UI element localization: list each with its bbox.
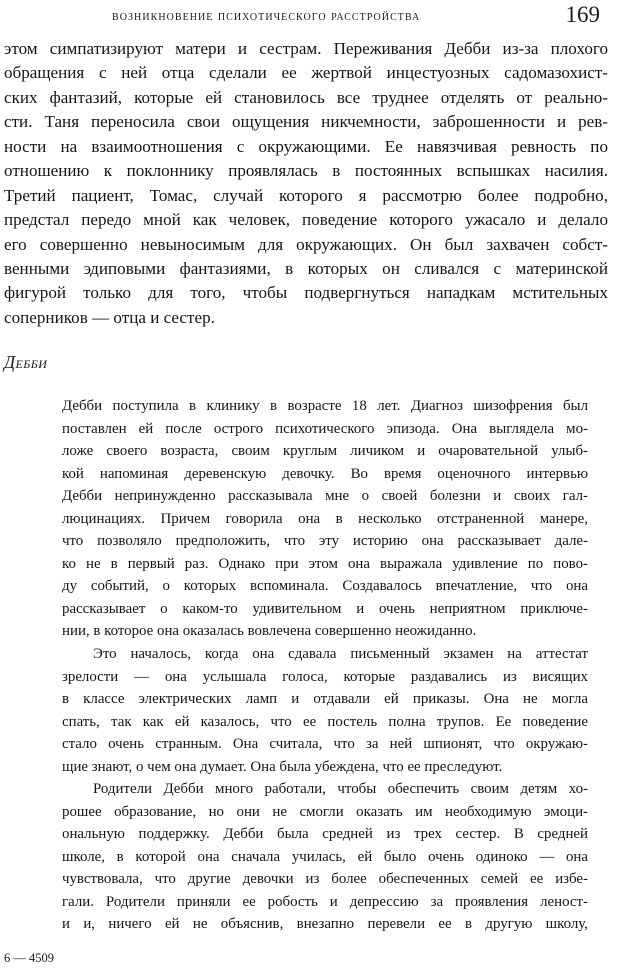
text-line: рошее образование, но они не смогли оказать им необходимую эмоци- <box>62 803 588 820</box>
text-line: поставлен ей после острого психотического эпизода. Она выглядела мо- <box>62 420 588 437</box>
text-line: зрелости — она услышала голоса, которые раздавались из висящих <box>62 668 588 685</box>
text-line: сти. Таня переносила свои ощущения никчемности, заброшенности и рев- <box>4 112 608 132</box>
text-line: Третий пациент, Томас, случай которого я рассмотрю более подробно, <box>4 185 608 205</box>
text-line: этом симпатизируют матери и сестрам. Переживания Дебби из-за плохого <box>4 39 608 58</box>
body-paragraph-1 <box>62 395 588 643</box>
signature-mark: 6 — 4509 <box>4 951 54 965</box>
text-line: школе, в которой она сначала училась, ей было очень одиноко — она <box>62 848 588 865</box>
text-line: Родители Дебби много работали, чтобы обеспечить своим детям хо- <box>93 781 588 797</box>
text-line: отношению к поклоннику проявлялась в постоянных вспышках насилия. <box>4 161 608 181</box>
text-line: предстал передо мной как человек, поведение которого ужасало и делало <box>4 210 608 230</box>
text-line: спать, так как ей казалось, что ее постель полна трупов. Ее поведение <box>62 713 588 730</box>
text-line: чувствовала, что другие девочки из более обеспеченных семей ее избе- <box>62 871 588 888</box>
text-line: рассказывает о каком-то удивительном и очень неприятном приключе- <box>62 600 588 617</box>
text-line: ложе своего возраста, своим круглым личиком и очаровательной улыб- <box>62 443 588 460</box>
text-line: ко не в первый раз. Однако при этом она выражала удивление по пово- <box>62 555 588 572</box>
text-line: соперников — отца и сестер. <box>4 307 215 327</box>
body-paragraph-3 <box>62 778 588 936</box>
text-line: его совершенно невыносимым для окружающих. Он был захвачен собст- <box>4 234 608 254</box>
text-line: стало очень странным. Она считала, что за ней шпионят, что окружаю- <box>62 736 588 753</box>
text-line: гали. Родители приняли ее робость и депрессию за проявления леност- <box>62 893 588 910</box>
text-line: обращения с ней отца сделали ее жертвой инцестуозных садомазохист- <box>4 63 608 83</box>
page-number: 169 <box>565 2 600 27</box>
text-line: ду событий, о которых вспоминала. Создавалось впечатление, что она <box>62 578 588 595</box>
running-head: возникновение психотического расстройства <box>112 8 421 23</box>
text-line: Дебби непринужденно рассказывала мне о своей болезни и своих гал- <box>62 488 588 505</box>
text-line: ности на взаимоотношения с окружающими. Ее навязчивая ревность по <box>4 136 608 156</box>
text-line: фигурой только для того, чтобы подвергнуться нападкам мстительных <box>4 283 608 303</box>
text-line: что позволяло предположить, что эту историю она рассказывает дале- <box>62 533 588 550</box>
running-header <box>0 0 620 34</box>
intro-paragraph <box>4 37 608 330</box>
text-line: в классе электрических ламп и отдавали ей приказы. Она не могла <box>62 691 588 708</box>
text-line: и и, ничего ей не объяснив, внезапно перевели ее в другую школу, <box>62 916 588 933</box>
text-line: люцинациях. Причем говорила она в несколько отстраненной манере, <box>62 510 588 527</box>
text-line: нии, в которое она оказалась вовлечена совершенно неожиданно. <box>62 623 477 640</box>
text-line: Дебби поступила в клинику в возрасте 18 лет. Диагноз шизофрения был <box>62 398 588 414</box>
text-line: кой напоминая деревенскую девочку. Во время оценочного интервью <box>62 465 588 482</box>
section-title: Дебби <box>4 352 48 372</box>
text-line: щие знают, о чем она думает. Она была убеждена, что ее преследуют. <box>62 758 503 775</box>
text-line: Это началось, когда она сдавала письменный экзамен на аттестат <box>93 646 588 662</box>
text-line: ональную поддержку. Дебби была средней из трех сестер. В средней <box>62 826 588 843</box>
text-line: ских фантазий, которые ей становилось все труднее отделять от реально- <box>4 87 608 107</box>
text-line: венными эдиповыми фантазиями, в которых он сливался с материнской <box>4 258 608 278</box>
body-paragraph-2 <box>62 643 588 778</box>
